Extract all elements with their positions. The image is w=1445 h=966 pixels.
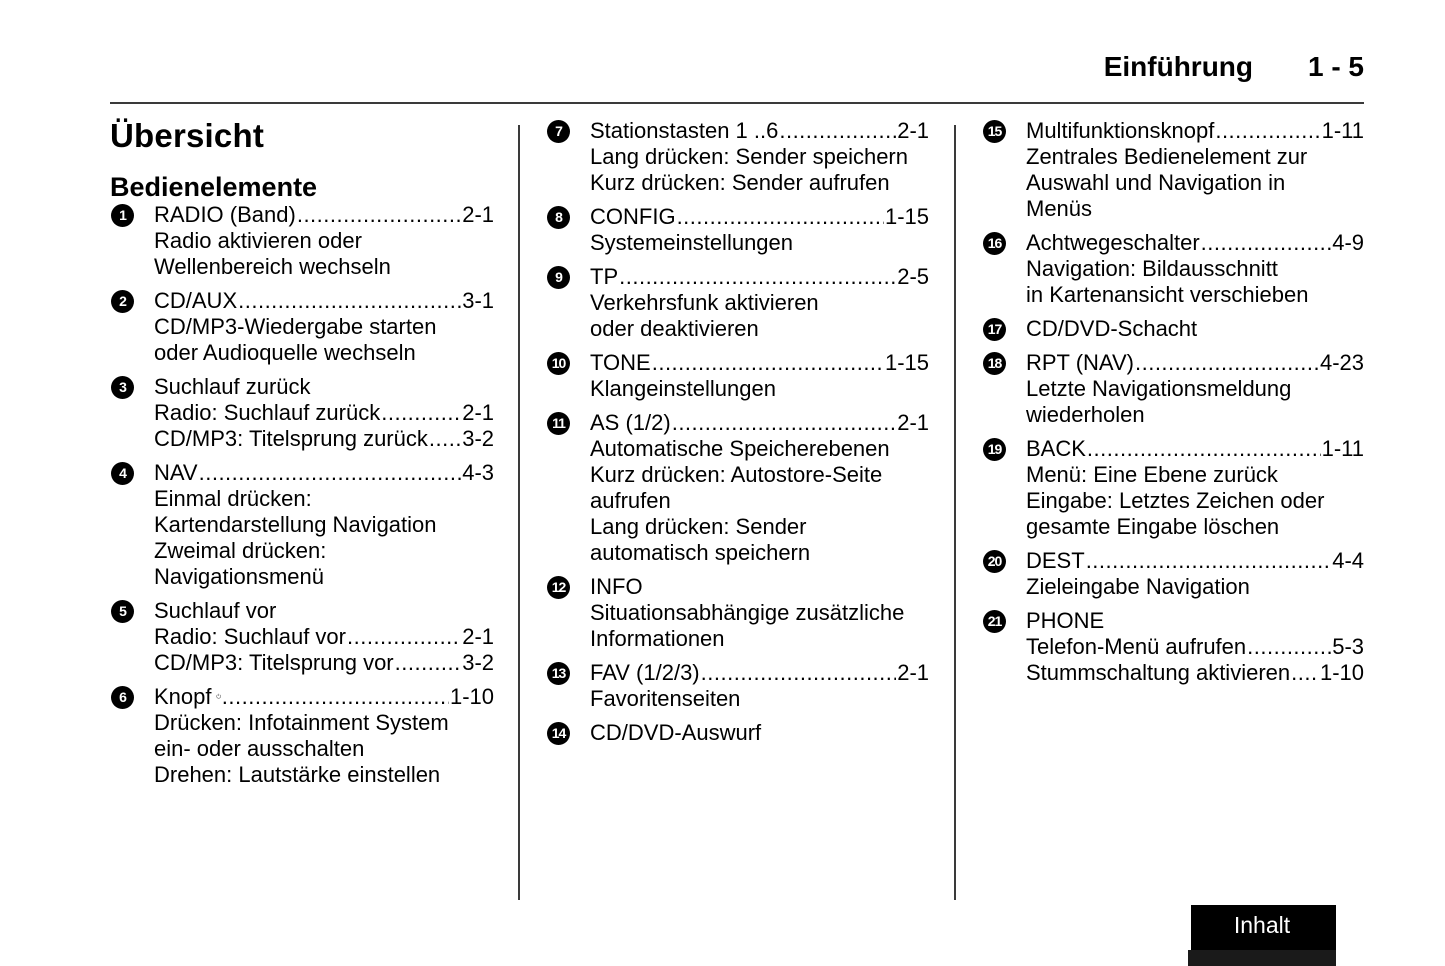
line-text: Radio: Suchlauf zurück: [154, 400, 381, 425]
controls-list: [546, 118, 929, 746]
line-text: Menü: Eine Ebene zurück: [1026, 462, 1278, 487]
control-name: [154, 460, 494, 486]
control-name: [1026, 548, 1364, 574]
line-text: Drücken: Infotainment System: [154, 710, 449, 735]
control-item: [982, 436, 1364, 540]
control-description: [154, 762, 494, 788]
dot-leader: [779, 118, 896, 144]
control-description: [590, 436, 929, 462]
control-item: [546, 264, 929, 342]
dot-leader: [672, 410, 897, 436]
line-text: TP: [590, 264, 619, 289]
page-reference-link[interactable]: 1-15: [884, 350, 929, 375]
number-badge-icon: 6: [111, 686, 134, 709]
control-description: [590, 144, 929, 170]
line-text: Kurz drücken: Autostore-Seite: [590, 462, 883, 487]
control-description: [590, 686, 929, 712]
control-name: [590, 118, 929, 144]
control-item: [982, 608, 1364, 686]
control-item: [982, 118, 1364, 222]
number-badge-icon: 20: [983, 550, 1006, 573]
page-reference-link[interactable]: 2-5: [897, 264, 929, 289]
line-text: oder Audioquelle wechseln: [154, 340, 416, 365]
chapter-title: Einführung: [1103, 51, 1253, 82]
button-shadow: [1188, 950, 1336, 966]
control-description: [1026, 144, 1364, 170]
line-text: CD/AUX: [154, 288, 238, 313]
control-item: [546, 204, 929, 256]
line-text: Suchlauf zurück: [154, 374, 311, 399]
controls-list: [110, 202, 494, 788]
control-description: [590, 488, 929, 514]
line-text: Einmal drücken:: [154, 486, 312, 511]
control-item: [982, 350, 1364, 428]
line-text: Klangeinstellungen: [590, 376, 776, 401]
control-item: [110, 202, 494, 280]
control-item: [546, 720, 929, 746]
line-text: Letzte Navigationsmeldung: [1026, 376, 1292, 401]
dot-leader: [1086, 548, 1332, 574]
dot-leader: [222, 684, 449, 710]
line-text: RADIO (Band): [154, 202, 296, 227]
line-text: CONFIG: [590, 204, 676, 229]
dot-leader: [619, 264, 896, 290]
control-description: [1026, 634, 1364, 660]
page-reference-link[interactable]: 1-11: [1321, 118, 1364, 143]
control-name: [154, 202, 494, 228]
control-description: [590, 462, 929, 488]
control-description: [590, 626, 929, 652]
page-reference-link[interactable]: 1-10: [1319, 660, 1364, 685]
page-reference-link[interactable]: 3-1: [462, 288, 494, 313]
number-badge-icon: 16: [983, 232, 1006, 255]
dot-leader: [1291, 660, 1319, 686]
control-description: [154, 710, 494, 736]
line-text: Systemeinstellungen: [590, 230, 794, 255]
control-name: [590, 410, 929, 436]
line-text: ein- oder ausschalten: [154, 736, 365, 761]
line-text: Kartendarstellung Navigation: [154, 512, 437, 537]
line-text: Lang drücken: Sender speichern: [590, 144, 908, 169]
line-text: Zieleingabe Navigation: [1026, 574, 1250, 599]
column-3: [982, 118, 1364, 694]
control-description: [154, 736, 494, 762]
control-description: [590, 514, 929, 540]
number-badge-icon: 18: [983, 352, 1006, 375]
line-text: PHONE: [1026, 608, 1105, 633]
line-text: Wellenbereich wechseln: [154, 254, 391, 279]
line-text: Auswahl und Navigation in: [1026, 170, 1286, 195]
section-title: Übersicht: [110, 117, 265, 154]
line-text: Stummschaltung aktivieren: [1026, 660, 1291, 685]
line-text: AS (1/2): [590, 410, 671, 435]
dot-leader: [1087, 436, 1321, 462]
page-reference-link[interactable]: 1-10: [449, 684, 494, 709]
page-reference-link[interactable]: 5-3: [1332, 634, 1364, 659]
control-description: [154, 254, 494, 280]
dot-leader: [347, 624, 461, 650]
control-description: [154, 512, 494, 538]
number-badge-icon: 9: [547, 266, 570, 289]
control-name: [590, 574, 929, 600]
line-text: Automatische Speicherebenen: [590, 436, 890, 461]
power-icon: [216, 688, 221, 704]
line-text: Multifunktionsknopf: [1026, 118, 1215, 143]
number-badge-icon: 10: [547, 352, 570, 375]
dot-leader: [297, 202, 461, 228]
page-reference-link[interactable]: 4-3: [462, 460, 494, 485]
dot-leader: [395, 650, 462, 676]
control-item: [546, 350, 929, 402]
line-text: Navigation: Bildausschnitt: [1026, 256, 1278, 281]
control-item: [546, 574, 929, 652]
line-text: Stationstasten 1 ..6: [590, 118, 779, 143]
controls-list: [982, 118, 1364, 686]
line-text: aufrufen: [590, 488, 671, 513]
control-description: [1026, 660, 1364, 686]
number-badge-icon: 2: [111, 290, 134, 313]
line-text: gesamte Eingabe löschen: [1026, 514, 1280, 539]
control-item: [110, 684, 494, 788]
control-name: [1026, 230, 1364, 256]
contents-button-label: Inhalt: [1233, 912, 1291, 938]
control-description: [1026, 462, 1364, 488]
line-text: RPT (NAV): [1026, 350, 1134, 375]
control-name: [154, 288, 494, 314]
line-text: Kurz drücken: Sender aufrufen: [590, 170, 890, 195]
number-badge-icon: 1: [111, 204, 134, 227]
number-badge-icon: 12: [547, 576, 570, 599]
control-description: [154, 314, 494, 340]
line-text: CD/MP3: Titelsprung vor: [154, 650, 394, 675]
line-text: Suchlauf vor: [154, 598, 277, 623]
number-badge-icon: 3: [111, 376, 134, 399]
control-name: [1026, 350, 1364, 376]
line-text: Eingabe: Letztes Zeichen oder: [1026, 488, 1325, 513]
control-description: [1026, 376, 1364, 402]
line-text: CD/MP3: Titelsprung zurück: [154, 426, 428, 451]
dot-leader: [1135, 350, 1319, 376]
line-text: INFO: [590, 574, 643, 599]
control-item: [546, 118, 929, 196]
line-text: CD/MP3-Wiedergabe starten: [154, 314, 437, 339]
dot-leader: [677, 204, 884, 230]
control-name: [590, 264, 929, 290]
line-text: Achtwegeschalter: [1026, 230, 1200, 255]
control-description: [590, 540, 929, 566]
control-name: [154, 684, 494, 710]
control-description: [590, 230, 929, 256]
column-divider: [518, 125, 520, 900]
control-description: [590, 316, 929, 342]
line-text: Lang drücken: Sender: [590, 514, 807, 539]
control-item: [546, 410, 929, 566]
control-description: [154, 486, 494, 512]
line-text: Navigationsmenü: [154, 564, 324, 589]
line-text: Radio aktivieren oder: [154, 228, 362, 253]
page-reference-link[interactable]: 1-11: [1321, 436, 1364, 461]
control-name: [590, 350, 929, 376]
dot-leader: [1201, 230, 1332, 256]
number-badge-icon: 4: [111, 462, 134, 485]
control-item: [982, 230, 1364, 308]
control-name: [590, 720, 929, 746]
line-text: automatisch speichern: [590, 540, 811, 565]
control-description: [154, 624, 494, 650]
number-badge-icon: 5: [111, 600, 134, 623]
line-text: Zweimal drücken:: [154, 538, 327, 563]
line-text: FAV (1/2/3): [590, 660, 700, 685]
control-description: [1026, 402, 1364, 428]
line-text: Situationsabhängige zusätzliche: [590, 600, 905, 625]
page-reference-link[interactable]: 2-1: [462, 202, 494, 227]
contents-button[interactable]: [1188, 902, 1336, 966]
line-text: Menüs: [1026, 196, 1093, 221]
page-reference-link[interactable]: 2-1: [462, 400, 494, 425]
control-description: [1026, 574, 1364, 600]
dot-leader: [701, 660, 897, 686]
page-reference-link[interactable]: 4-9: [1332, 230, 1364, 255]
page-reference-link[interactable]: 1-15: [884, 204, 929, 229]
control-name: [1026, 436, 1364, 462]
line-text: NAV: [154, 460, 198, 485]
control-item: [546, 660, 929, 712]
control-item: [110, 374, 494, 452]
control-description: [1026, 514, 1364, 540]
number-badge-icon: 21: [983, 610, 1006, 633]
page-reference-link[interactable]: 4-23: [1319, 350, 1364, 375]
line-text: DEST: [1026, 548, 1085, 573]
line-text: wiederholen: [1026, 402, 1145, 427]
control-name: [1026, 118, 1364, 144]
control-description: [154, 650, 494, 676]
control-description: [154, 228, 494, 254]
line-text: Zentrales Bedienelement zur: [1026, 144, 1308, 169]
control-description: [1026, 170, 1364, 196]
page-reference-link[interactable]: 3-2: [462, 650, 494, 675]
column-2: [546, 118, 929, 754]
control-name: [1026, 316, 1364, 342]
line-text: CD/DVD-Schacht: [1026, 316, 1198, 341]
control-description: [1026, 256, 1364, 282]
line-text: Telefon-Menü aufrufen: [1026, 634, 1247, 659]
control-description: [1026, 488, 1364, 514]
line-text: Favoritenseiten: [590, 686, 741, 711]
number-badge-icon: 13: [547, 662, 570, 685]
column-divider: [954, 125, 956, 900]
control-name: [590, 660, 929, 686]
subsection-title: Bedienelemente: [110, 172, 318, 202]
control-description: [1026, 196, 1364, 222]
control-description: [590, 290, 929, 316]
number-badge-icon: 8: [547, 206, 570, 229]
number-badge-icon: 15: [983, 120, 1006, 143]
page-reference-link[interactable]: 3-2: [462, 426, 494, 451]
control-description: [154, 400, 494, 426]
dot-leader: [1247, 634, 1331, 660]
line-text: Knopf: [154, 684, 212, 709]
page-reference-link[interactable]: 2-1: [897, 660, 929, 685]
control-name: [154, 598, 494, 624]
control-item: [110, 288, 494, 366]
control-description: [154, 340, 494, 366]
line-text: CD/DVD-Auswurf: [590, 720, 762, 745]
control-description: [154, 426, 494, 452]
control-description: [154, 538, 494, 564]
page-reference-link[interactable]: 2-1: [462, 624, 494, 649]
control-description: [590, 170, 929, 196]
page-reference-link[interactable]: 2-1: [897, 410, 929, 435]
control-name: [1026, 608, 1364, 634]
control-description: [590, 600, 929, 626]
page-number: 1 - 5: [1307, 51, 1364, 82]
page-reference-link[interactable]: 2-1: [897, 118, 929, 143]
number-badge-icon: 17: [983, 318, 1006, 341]
control-item: [982, 316, 1364, 342]
line-text: Informationen: [590, 626, 725, 651]
column-1: [110, 113, 494, 796]
line-text: Drehen: Lautstärke einstellen: [154, 762, 441, 787]
control-description: [590, 376, 929, 402]
control-name: [154, 374, 494, 400]
dot-leader: [381, 400, 461, 426]
dot-leader: [1215, 118, 1320, 144]
number-badge-icon: 19: [983, 438, 1006, 461]
control-description: [154, 564, 494, 590]
number-badge-icon: 11: [547, 412, 570, 435]
line-text: oder deaktivieren: [590, 316, 759, 341]
control-item: [110, 460, 494, 590]
page-header: [110, 48, 1364, 104]
number-badge-icon: 7: [547, 120, 570, 143]
control-description: [1026, 282, 1364, 308]
line-text: Radio: Suchlauf vor: [154, 624, 346, 649]
page-reference-link[interactable]: 4-4: [1332, 548, 1364, 573]
line-text: TONE: [590, 350, 651, 375]
dot-leader: [429, 426, 461, 452]
control-item: [982, 548, 1364, 600]
dot-leader: [199, 460, 462, 486]
control-name: [590, 204, 929, 230]
control-item: [110, 598, 494, 676]
line-text: BACK: [1026, 436, 1086, 461]
line-text: in Kartenansicht verschieben: [1026, 282, 1309, 307]
line-text: Verkehrsfunk aktivieren: [590, 290, 819, 315]
number-badge-icon: 14: [547, 722, 570, 745]
dot-leader: [652, 350, 884, 376]
dot-leader: [238, 288, 461, 314]
